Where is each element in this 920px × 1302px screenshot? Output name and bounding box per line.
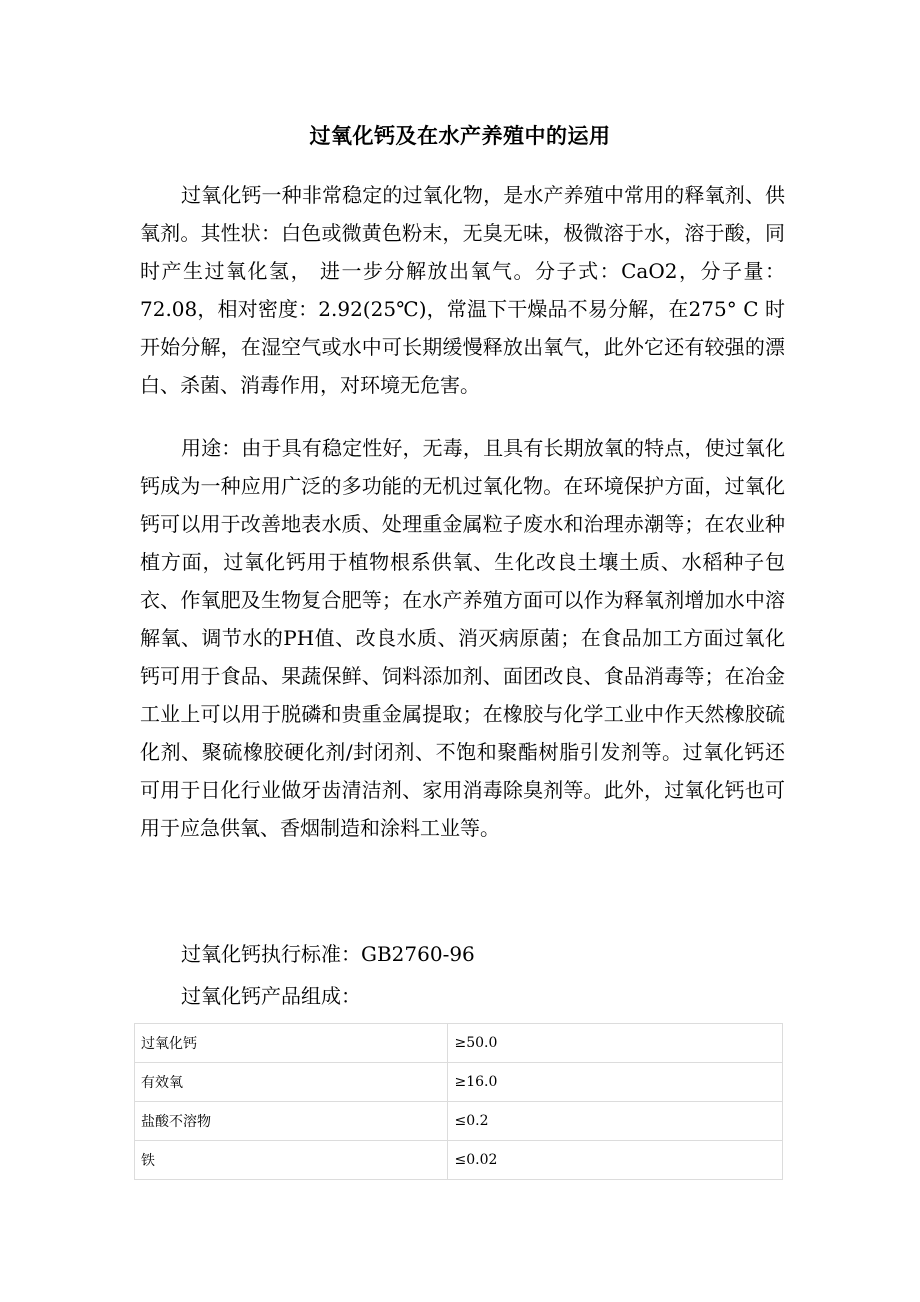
composition-heading: 过氧化钙产品组成： — [181, 984, 361, 1008]
composition-table — [134, 1023, 783, 1180]
table-row — [135, 1102, 783, 1141]
standard-line: 过氧化钙执行标准：GB2760-96 — [181, 942, 475, 966]
table-row — [135, 1063, 783, 1102]
document-title: 过氧化钙及在水产养殖中的运用 — [309, 124, 611, 148]
paragraph-uses: 用途：由于具有稳定性好，无毒，且具有长期放氧的特点，使过氧化钙成为一种应用广泛的多功能的无机过氧化物。在环境保护方面，过氧化钙可以用于改善地表水质、处理重金属粒子废水和治理赤潮等；在农业种植方面，过氧化钙用于植物根系供氧、生化改良土壤土质、水稻种子包衣、作氧肥及生物复合肥等；在水产养殖方面可以作为释氧剂增加水中溶解氧、调节水的PH值、改良水质、消灭病原菌；在食品加工方面过氧化钙可用于食品、果蔬保鲜、饲料添加剂、面团改良、食品消毒等；在冶金工业上可以用于脱磷和贵重金属提取；在橡胶与化学工业中作天然橡胶硫化剂、聚硫橡胶硬化剂/封闭剂、不饱和聚酯树脂引发剂等。过氧化钙还可用于日化行业做牙齿清洁剂、家用消毒除臭剂等。此外，过氧化钙也可用于应急供氧、香烟制造和涂料工业等。 — [140, 436, 785, 840]
component-name-cell: 过氧化钙 — [135, 1024, 448, 1063]
component-value-cell: ≤0.02 — [448, 1141, 783, 1180]
table-row — [135, 1141, 783, 1180]
component-value-cell: ≥16.0 — [448, 1063, 783, 1102]
component-value-cell: ≥50.0 — [448, 1024, 783, 1063]
table-row — [135, 1024, 783, 1063]
component-name-cell: 有效氧 — [135, 1063, 448, 1102]
paragraph-properties: 过氧化钙一种非常稳定的过氧化物，是水产养殖中常用的释氧剂、供氧剂。其性状：白色或微黄色粉末，无臭无味，极微溶于水，溶于酸，同时产生过氧化氢， 进一步分解放出氧气。分子式：CaO2，分子量：72.08，相对密度：2.92(25℃)，常温下干燥品不易分解，在275° C 时开始分解，在湿空气或水中可长期缓慢释放出氧气，此外它还有较强的漂白、杀菌、消毒作用，对环境无危害。 — [140, 183, 785, 397]
component-name-cell: 盐酸不溶物 — [135, 1102, 448, 1141]
component-name-cell: 铁 — [135, 1141, 448, 1180]
component-value-cell: ≤0.2 — [448, 1102, 783, 1141]
